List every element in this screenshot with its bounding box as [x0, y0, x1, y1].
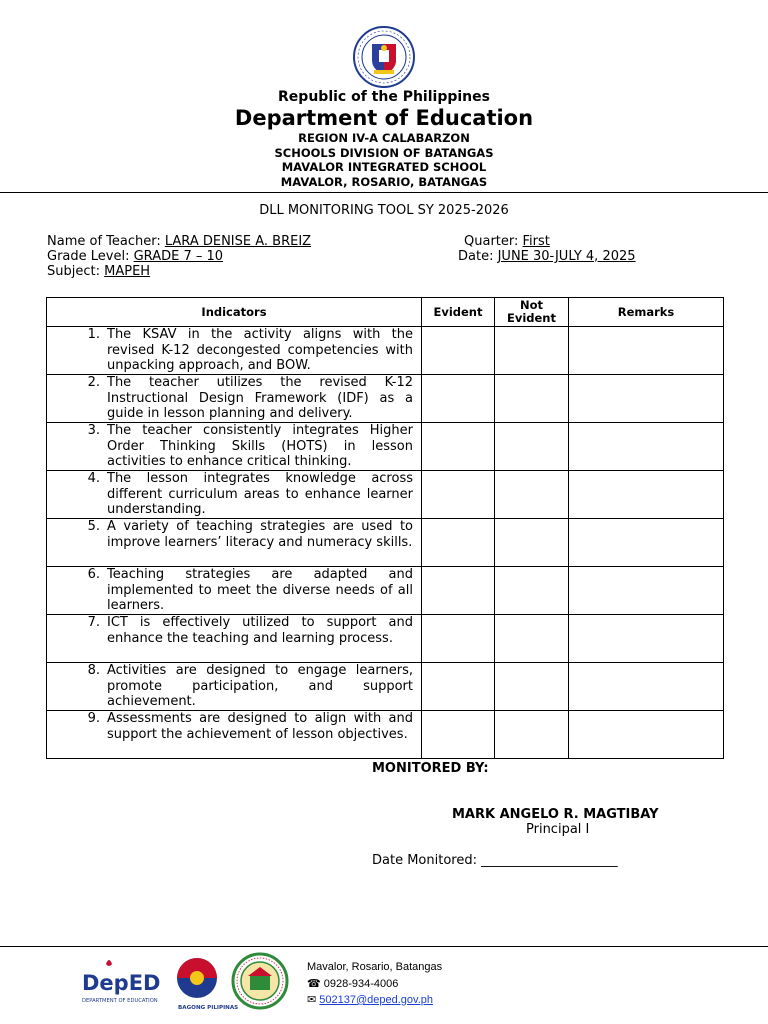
- indicator-cell: [47, 519, 422, 567]
- evident-cell[interactable]: [422, 423, 495, 471]
- evident-cell[interactable]: [422, 615, 495, 663]
- indicator-number: 7.: [87, 615, 100, 630]
- monitor-name: MARK ANGELO R. MAGTIBAY: [452, 807, 659, 822]
- teacher-label: Name of Teacher:: [47, 234, 161, 249]
- table-row: [47, 423, 724, 471]
- not-evident-cell[interactable]: [495, 471, 569, 519]
- indicator-item: [47, 615, 421, 662]
- header-evident: Evident: [422, 298, 495, 327]
- school-name: MAVALOR INTEGRATED SCHOOL: [281, 160, 487, 174]
- indicator-item: [47, 663, 421, 710]
- indicator-item: [47, 327, 421, 374]
- indicators-table: [46, 297, 724, 759]
- table-row: [47, 519, 724, 567]
- country-title: Republic of the Philippines: [278, 89, 490, 105]
- svg-text:DEPARTMENT OF EDUCATION: DEPARTMENT OF EDUCATION: [82, 998, 158, 1004]
- monitored-by-label: MONITORED BY:: [372, 761, 489, 776]
- table-row: [47, 663, 724, 711]
- remarks-cell[interactable]: [569, 375, 724, 423]
- teacher-field: [47, 234, 311, 249]
- department-title: Department of Education: [234, 106, 534, 130]
- indicator-item: [47, 471, 421, 518]
- not-evident-cell[interactable]: [495, 663, 569, 711]
- indicator-number: 4.: [87, 471, 100, 486]
- table-row: [47, 375, 724, 423]
- header-not-evident: Not Evident: [495, 298, 569, 327]
- table-row: [47, 711, 724, 759]
- indicator-number: 8.: [87, 663, 100, 678]
- deped-seal-logo: [348, 26, 420, 88]
- indicator-number: 1.: [87, 327, 100, 342]
- svg-text:DepED: DepED: [82, 971, 161, 995]
- footer-phone-line: [307, 976, 442, 993]
- indicator-cell: [47, 615, 422, 663]
- remarks-cell[interactable]: [569, 711, 724, 759]
- indicator-cell: [47, 471, 422, 519]
- table-row: [47, 615, 724, 663]
- indicator-text: ICT is effectively utilized to support and enhance the teaching and learning process.: [107, 615, 413, 646]
- indicator-cell: [47, 375, 422, 423]
- header-indicators: Indicators: [47, 298, 422, 327]
- date-label: Date:: [458, 249, 494, 264]
- subject-label: Subject:: [47, 264, 100, 279]
- document-title: DLL MONITORING TOOL SY 2025-2026: [259, 203, 509, 218]
- remarks-cell[interactable]: [569, 663, 724, 711]
- footer-contact: [307, 959, 442, 1009]
- footer-phone: 0928-934-4006: [323, 977, 399, 990]
- indicator-text: The teacher consistently integrates Higher Order Thinking Skills (HOTS) in lesson activities to enhance critical thinking.: [107, 423, 413, 469]
- not-evident-cell[interactable]: [495, 615, 569, 663]
- indicator-text: The KSAV in the activity aligns with the revised K-12 decongested competencies with unpacking approach, and BOW.: [107, 327, 413, 373]
- indicator-item: [47, 375, 421, 422]
- not-evident-cell[interactable]: [495, 567, 569, 615]
- table-row: [47, 471, 724, 519]
- indicator-text: Teaching strategies are adapted and implemented to meet the diverse needs of all learners.: [107, 567, 413, 613]
- not-evident-cell[interactable]: [495, 711, 569, 759]
- remarks-cell[interactable]: [569, 519, 724, 567]
- evident-cell[interactable]: [422, 327, 495, 375]
- remarks-cell[interactable]: [569, 615, 724, 663]
- indicator-text: The lesson integrates knowledge across different curriculum areas to enhance learner understanding.: [107, 471, 413, 517]
- evident-cell[interactable]: [422, 375, 495, 423]
- svg-text:BAGONG PILIPINAS: BAGONG PILIPINAS: [178, 1005, 239, 1011]
- evident-cell[interactable]: [422, 711, 495, 759]
- remarks-cell[interactable]: [569, 327, 724, 375]
- table-row: [47, 327, 724, 375]
- date-value: JUNE 30-JULY 4, 2025: [497, 249, 636, 264]
- table-row: [47, 567, 724, 615]
- indicator-item: [47, 423, 421, 470]
- monitor-position: Principal I: [526, 822, 590, 837]
- table-header-row: [47, 298, 724, 327]
- remarks-cell[interactable]: [569, 471, 724, 519]
- remarks-cell[interactable]: [569, 423, 724, 471]
- indicator-number: 2.: [87, 375, 100, 390]
- grade-value: GRADE 7 – 10: [133, 249, 224, 264]
- evident-cell[interactable]: [422, 471, 495, 519]
- subject-field: [47, 264, 150, 279]
- indicator-item: [47, 567, 421, 614]
- quarter-field: [464, 234, 550, 249]
- school-address: MAVALOR, ROSARIO, BATANGAS: [280, 174, 488, 189]
- indicator-cell: [47, 327, 422, 375]
- indicator-cell: [47, 711, 422, 759]
- indicator-item: [47, 519, 421, 566]
- evident-cell[interactable]: [422, 663, 495, 711]
- indicator-text: The teacher utilizes the revised K-12 Instructional Design Framework (IDF) as a guide in lesson planning and delivery.: [107, 375, 413, 421]
- phone-icon: ☎: [307, 977, 321, 990]
- footer-logos: [80, 952, 300, 1014]
- date-monitored-field: Date Monitored: _____________________: [372, 853, 618, 868]
- indicator-text: Activities are designed to engage learners, promote participation, and support achievement.: [107, 663, 413, 709]
- not-evident-cell[interactable]: [495, 423, 569, 471]
- header-divider: [0, 192, 768, 193]
- not-evident-cell[interactable]: [495, 519, 569, 567]
- indicator-item: [47, 711, 421, 758]
- school-logo: [233, 954, 287, 1008]
- evident-cell[interactable]: [422, 567, 495, 615]
- region-text: REGION IV-A CALABARZON: [298, 131, 470, 145]
- quarter-label: Quarter:: [464, 234, 519, 249]
- indicator-cell: [47, 663, 422, 711]
- grade-field: [47, 249, 270, 264]
- footer-divider: [0, 946, 768, 947]
- footer-address: Mavalor, Rosario, Batangas: [307, 961, 443, 973]
- remarks-cell[interactable]: [569, 567, 724, 615]
- footer-email-line: [307, 992, 442, 1009]
- indicator-cell: [47, 423, 422, 471]
- header-remarks: Remarks: [569, 298, 724, 327]
- indicator-text: Assessments are designed to align with and support the achievement of lesson objectives.: [107, 711, 413, 742]
- deped-logo: [82, 960, 160, 1004]
- date-field: [458, 249, 636, 264]
- mail-icon: ✉: [307, 994, 317, 1006]
- bagong-pilipinas-logo: [177, 958, 238, 1011]
- office-block: [0, 131, 768, 189]
- footer-email-link[interactable]: 502137@deped.gov.ph: [319, 994, 434, 1006]
- evident-cell[interactable]: [422, 519, 495, 567]
- indicator-text: A variety of teaching strategies are used to improve learners’ literacy and numeracy skills.: [107, 519, 413, 550]
- indicator-number: 9.: [87, 711, 100, 726]
- indicator-number: 6.: [87, 567, 100, 582]
- subject-value: MAPEH: [104, 264, 151, 279]
- quarter-value: First: [522, 234, 550, 249]
- indicator-cell: [47, 567, 422, 615]
- indicator-number: 5.: [87, 519, 100, 534]
- indicator-number: 3.: [87, 423, 100, 438]
- not-evident-cell[interactable]: [495, 327, 569, 375]
- not-evident-cell[interactable]: [495, 375, 569, 423]
- division-text: SCHOOLS DIVISION OF BATANGAS: [274, 145, 494, 160]
- grade-label: Grade Level:: [47, 249, 130, 264]
- teacher-value: LARA DENISE A. BREIZ: [164, 234, 312, 249]
